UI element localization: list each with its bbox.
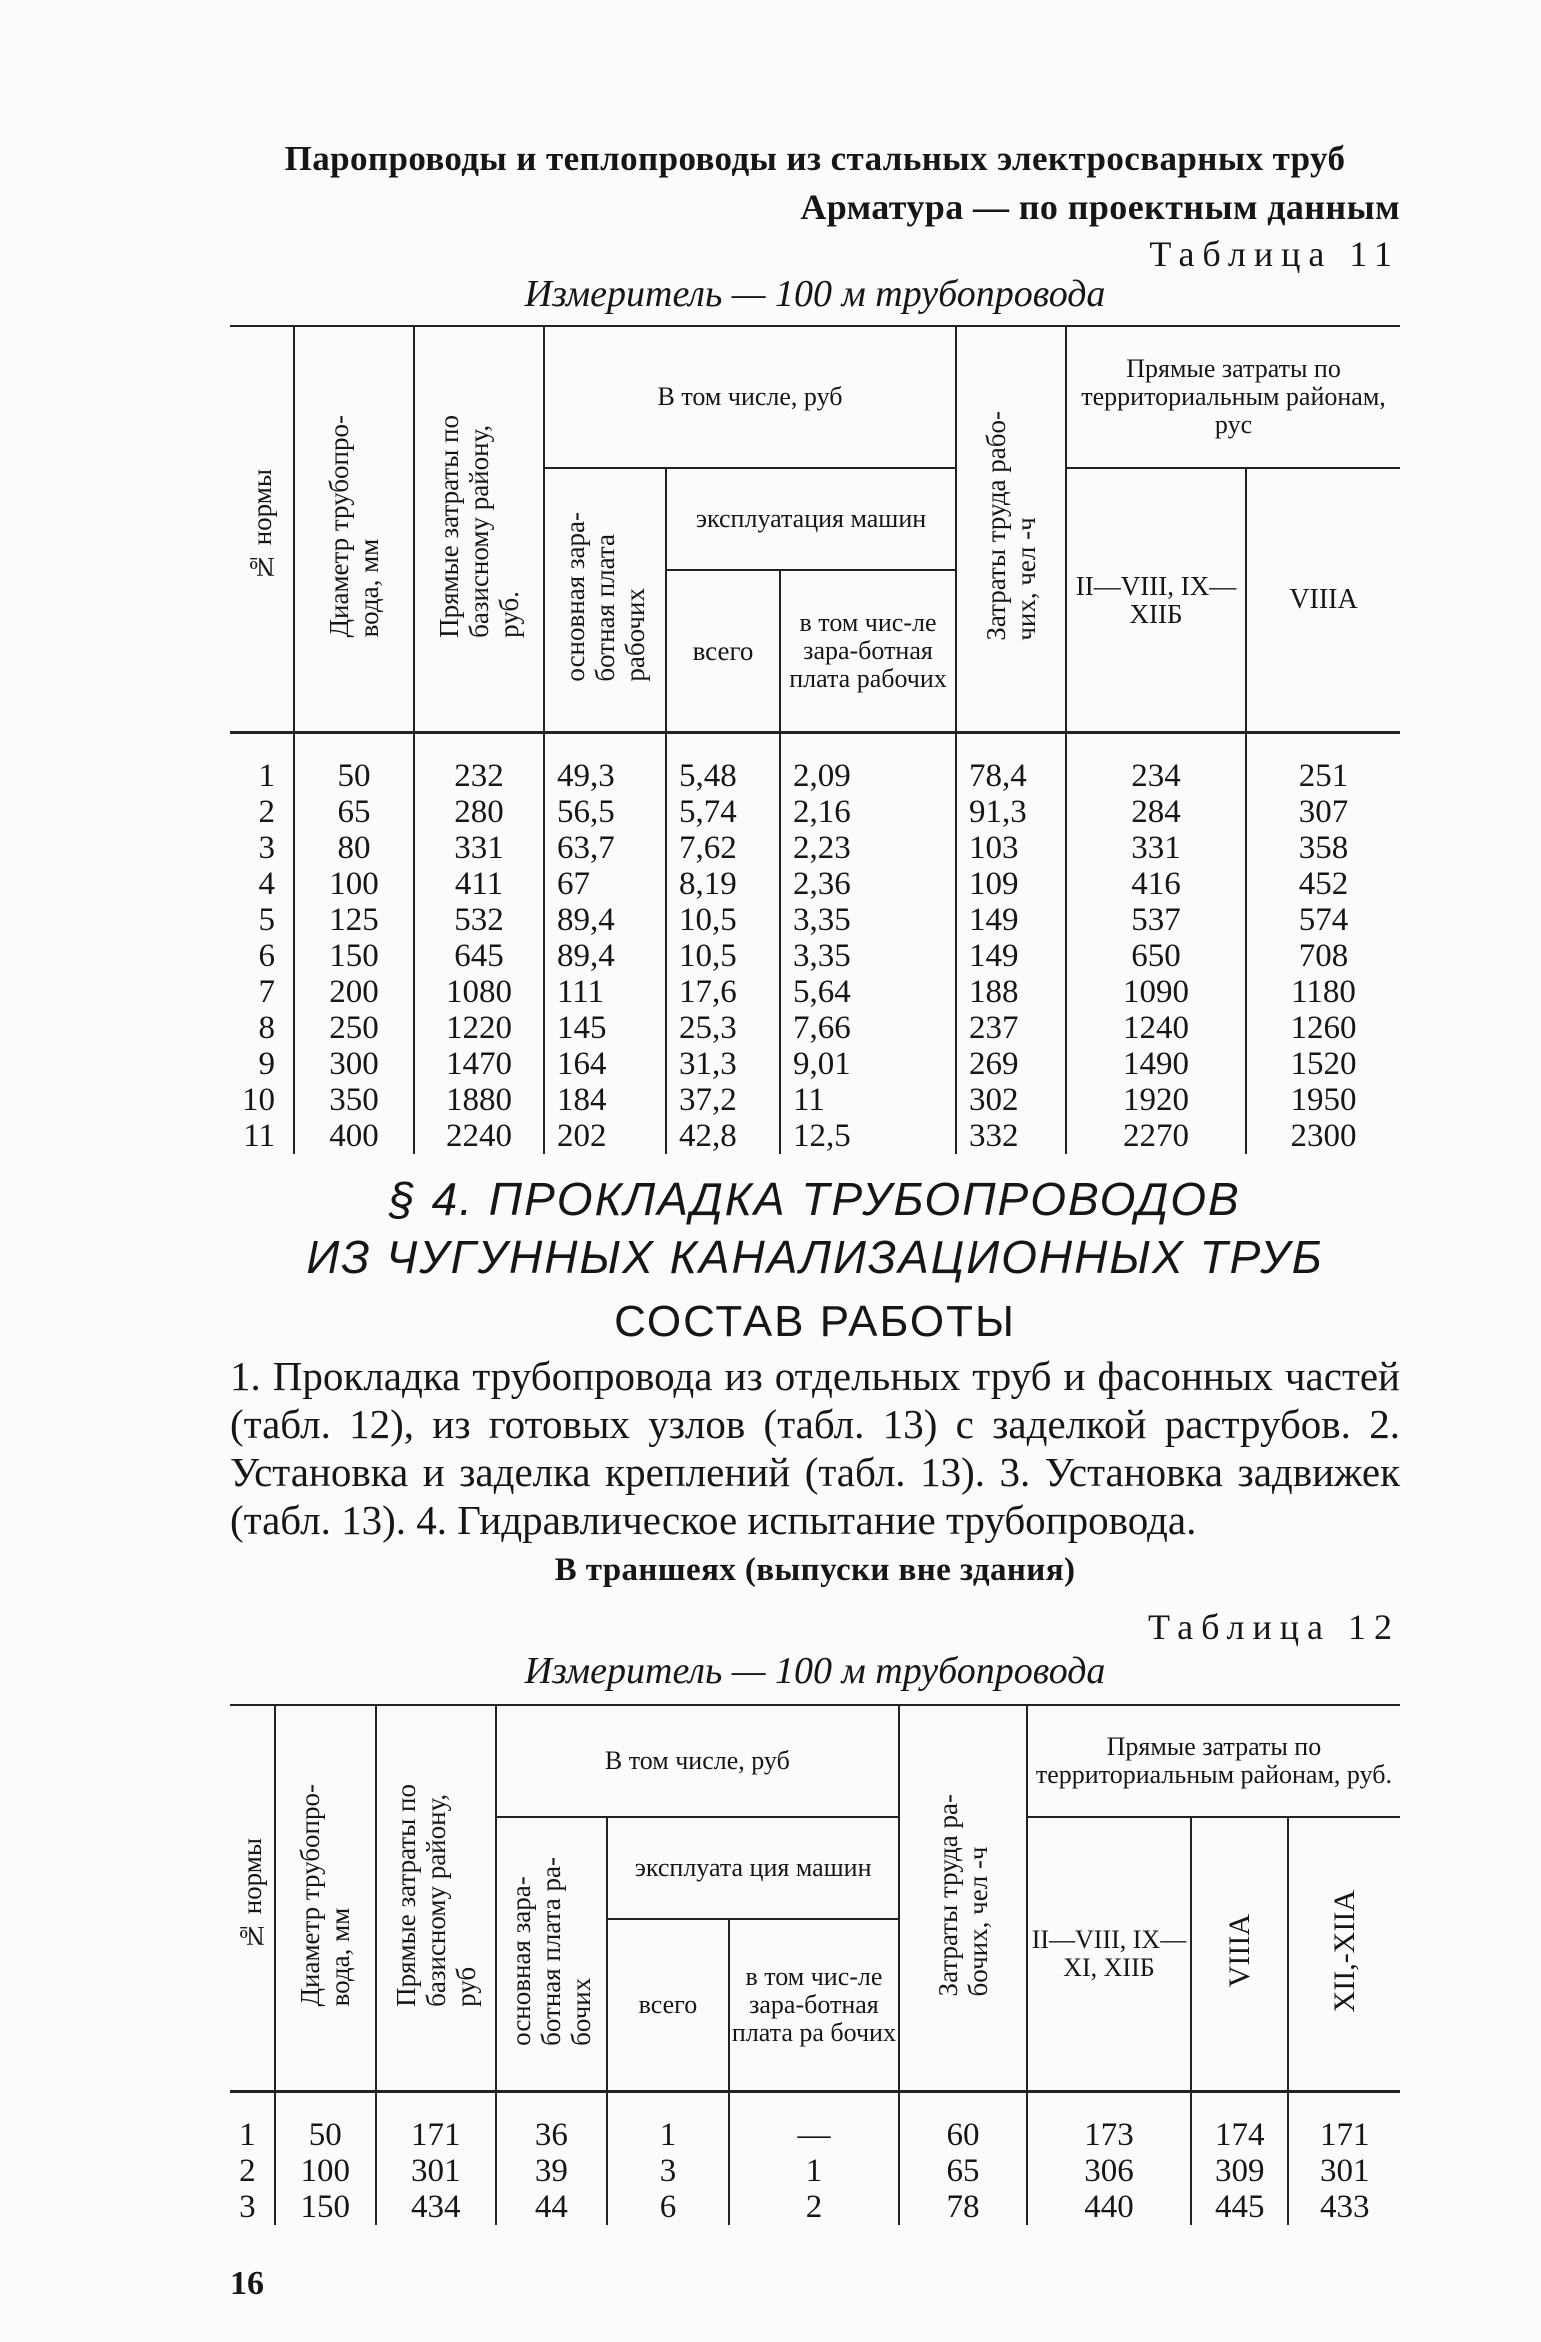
table11-cell: 9,01 bbox=[780, 1046, 956, 1082]
table11-cell: 1950 bbox=[1246, 1082, 1400, 1118]
header-wage: основная зара- ботная плата рабочих bbox=[544, 468, 666, 733]
document-page bbox=[230, 135, 1400, 2303]
table11-cell: 411 bbox=[414, 866, 544, 902]
header-diameter: Диаметр трубопро- вода, мм bbox=[294, 326, 414, 733]
table11-cell: 1240 bbox=[1066, 1010, 1246, 1046]
table11-cell: 645 bbox=[414, 938, 544, 974]
table12-cell: 301 bbox=[376, 2153, 496, 2189]
table11-cell: 331 bbox=[414, 830, 544, 866]
table12-cell: 3 bbox=[607, 2153, 729, 2189]
table11-cell: 6 bbox=[258, 938, 275, 974]
table11-row bbox=[230, 794, 1400, 830]
table11-cell: 5 bbox=[258, 902, 275, 938]
table12-cell: 2 bbox=[239, 2153, 256, 2189]
table11-cell: 202 bbox=[544, 1118, 666, 1154]
table12 bbox=[230, 1704, 1400, 2225]
table11-cell: 708 bbox=[1246, 938, 1400, 974]
table12-cell: 171 bbox=[376, 2092, 496, 2154]
table11-row bbox=[230, 866, 1400, 902]
header-labor: Затраты труда рабо- чих, чел -ч bbox=[956, 326, 1066, 733]
table11-cell: 11 bbox=[780, 1082, 956, 1118]
table11-cell: 1220 bbox=[414, 1010, 544, 1046]
table12-measure: Измеритель — 100 м трубопровода bbox=[524, 1650, 1106, 1692]
table11-cell: 5,74 bbox=[666, 794, 780, 830]
table12-cell: 3 bbox=[239, 2189, 256, 2225]
table11-cell: 78,4 bbox=[956, 733, 1066, 795]
table12-cell: 173 bbox=[1027, 2092, 1191, 2154]
header-region-1: II—VIII, IX—XIIБ bbox=[1066, 468, 1246, 733]
table12-cell: 306 bbox=[1027, 2153, 1191, 2189]
table12-subheading: В траншеях (выпуски вне здания) bbox=[554, 1552, 1076, 1588]
table11-cell: 1470 bbox=[414, 1046, 544, 1082]
table11-body bbox=[230, 733, 1400, 1155]
work-composition-heading: СОСТАВ РАБОТЫ bbox=[614, 1297, 1016, 1346]
table11-cell: 11 bbox=[243, 1118, 275, 1154]
table11-cell: 164 bbox=[544, 1046, 666, 1082]
table11-cell: 89,4 bbox=[544, 938, 666, 974]
table11-cell: 4 bbox=[258, 866, 275, 902]
table11-cell: 125 bbox=[294, 902, 414, 938]
table11-fittings-note: Арматура — по проектным данным bbox=[800, 187, 1400, 227]
table11-cell: 37,2 bbox=[666, 1082, 780, 1118]
table11-cell: 149 bbox=[956, 902, 1066, 938]
table11-row bbox=[230, 830, 1400, 866]
t12-header-region-3: XII,-XIIA bbox=[1288, 1817, 1400, 2092]
t12-header-wage: основная зара- ботная плата ра- бочих bbox=[496, 1817, 608, 2092]
table11-cell: 25,3 bbox=[666, 1010, 780, 1046]
table12-cell: 1 bbox=[230, 2092, 275, 2154]
table12-cell: — bbox=[729, 2092, 899, 2154]
table12-cell: 6 bbox=[607, 2189, 729, 2225]
table11-cell: 200 bbox=[294, 974, 414, 1010]
table11-cell: 2,23 bbox=[780, 830, 956, 866]
table11-cell: 12,5 bbox=[780, 1118, 956, 1154]
t12-header-region-1: II—VIII, IX—XI, XIIБ bbox=[1027, 1817, 1191, 2092]
table11-cell: 2270 bbox=[1066, 1118, 1246, 1154]
table11-row bbox=[230, 974, 1400, 1010]
table12-cell: 150 bbox=[275, 2189, 376, 2225]
table11-cell: 145 bbox=[544, 1010, 666, 1046]
table11-cell: 350 bbox=[294, 1082, 414, 1118]
table11-cell: 103 bbox=[956, 830, 1066, 866]
table12-body bbox=[230, 2092, 1400, 2226]
table12-label: Таблица 12 bbox=[1148, 1607, 1400, 1647]
table11-cell: 2,16 bbox=[780, 794, 956, 830]
table11-cell: 307 bbox=[1246, 794, 1400, 830]
table12-cell: 100 bbox=[275, 2153, 376, 2189]
table12-cell: 1 bbox=[729, 2153, 899, 2189]
table11-cell: 1920 bbox=[1066, 1082, 1246, 1118]
table11-cell: 302 bbox=[956, 1082, 1066, 1118]
header-machines-total: всего bbox=[666, 570, 780, 733]
table11-cell: 1180 bbox=[1246, 974, 1400, 1010]
t12-header-diameter: Диаметр трубопро- вода, мм bbox=[275, 1705, 376, 2092]
header-machines: эксплуатация машин bbox=[666, 468, 956, 570]
table11-cell: 49,3 bbox=[544, 733, 666, 795]
table11-cell: 2240 bbox=[414, 1118, 544, 1154]
table11-cell: 3,35 bbox=[780, 902, 956, 938]
table11-cell: 2 bbox=[258, 794, 275, 830]
table12-cell: 171 bbox=[1288, 2092, 1400, 2154]
table11-row bbox=[230, 1010, 1400, 1046]
table11-cell: 237 bbox=[956, 1010, 1066, 1046]
table11-cell: 31,3 bbox=[666, 1046, 780, 1082]
table11-cell: 358 bbox=[1246, 830, 1400, 866]
t12-header-machines: эксплуата ция машин bbox=[607, 1817, 899, 1919]
table11-cell: 91,3 bbox=[956, 794, 1066, 830]
table11-cell: 280 bbox=[414, 794, 544, 830]
table11-cell: 149 bbox=[956, 938, 1066, 974]
table11-row bbox=[230, 1046, 1400, 1082]
table11-cell: 331 bbox=[1066, 830, 1246, 866]
table11-row bbox=[230, 733, 1400, 795]
table11-cell: 50 bbox=[294, 733, 414, 795]
table11-cell: 574 bbox=[1246, 902, 1400, 938]
table12-cell: 65 bbox=[899, 2153, 1027, 2189]
t12-header-labor: Затраты труда ра- бочих, чел -ч bbox=[899, 1705, 1027, 2092]
table12-cell: 174 bbox=[1191, 2092, 1288, 2154]
header-region-2: VIIIA bbox=[1246, 468, 1400, 733]
table11-cell: 8,19 bbox=[666, 866, 780, 902]
table12-row bbox=[230, 2153, 1400, 2189]
table11-cell: 532 bbox=[414, 902, 544, 938]
t12-header-machines-total: всего bbox=[607, 1919, 729, 2092]
table11-cell: 1090 bbox=[1066, 974, 1246, 1010]
header-machines-wage: в том чис-ле зара-ботная плата рабочих bbox=[780, 570, 956, 733]
table11-label: Таблица 11 bbox=[1149, 234, 1400, 274]
table11-cell: 537 bbox=[1066, 902, 1246, 938]
table12-cell: 50 bbox=[275, 2092, 376, 2154]
header-norm-no: № нормы bbox=[246, 469, 277, 583]
table11 bbox=[230, 325, 1400, 1154]
table11-cell: 109 bbox=[956, 866, 1066, 902]
table11-cell: 416 bbox=[1066, 866, 1246, 902]
table11-cell: 5,48 bbox=[666, 733, 780, 795]
table11-cell: 400 bbox=[294, 1118, 414, 1154]
table11-cell: 42,8 bbox=[666, 1118, 780, 1154]
table11-cell: 10 bbox=[242, 1082, 275, 1118]
table12-cell: 39 bbox=[496, 2153, 608, 2189]
table11-cell: 650 bbox=[1066, 938, 1246, 974]
table11-title: Паропроводы и теплопроводы из стальных электросварных труб bbox=[284, 139, 1346, 178]
t12-header-incl: В том числе, руб bbox=[496, 1705, 900, 1817]
table11-cell: 67 bbox=[544, 866, 666, 902]
table11-cell: 80 bbox=[294, 830, 414, 866]
page-number: 16 bbox=[230, 2265, 264, 2302]
table11-cell: 2,36 bbox=[780, 866, 956, 902]
table11-cell: 111 bbox=[544, 974, 666, 1010]
table12-row bbox=[230, 2189, 1400, 2225]
table11-cell: 1260 bbox=[1246, 1010, 1400, 1046]
table11-cell: 10,5 bbox=[666, 938, 780, 974]
table12-row bbox=[230, 2092, 1400, 2154]
section-title-line1: § 4. ПРОКЛАДКА ТРУБОПРОВОДОВ bbox=[389, 1173, 1241, 1225]
table12-cell: 1 bbox=[607, 2092, 729, 2154]
table12-cell: 309 bbox=[1191, 2153, 1288, 2189]
table12-cell: 433 bbox=[1288, 2189, 1400, 2225]
table12-cell: 60 bbox=[899, 2092, 1027, 2154]
table12-cell: 440 bbox=[1027, 2189, 1191, 2225]
table11-row bbox=[230, 938, 1400, 974]
t12-header-direct-terr: Прямые затраты по территориальным районам, руб. bbox=[1027, 1705, 1400, 1817]
table11-cell: 188 bbox=[956, 974, 1066, 1010]
table11-row bbox=[230, 902, 1400, 938]
table11-cell: 100 bbox=[294, 866, 414, 902]
table11-cell: 284 bbox=[1066, 794, 1246, 830]
table12-cell: 2 bbox=[729, 2189, 899, 2225]
table11-cell: 1 bbox=[230, 733, 294, 795]
table11-cell: 89,4 bbox=[544, 902, 666, 938]
table11-row bbox=[230, 1082, 1400, 1118]
table11-cell: 8 bbox=[258, 1010, 275, 1046]
table11-cell: 2,09 bbox=[780, 733, 956, 795]
header-direct-base: Прямые затраты по базисному району, руб. bbox=[414, 326, 544, 733]
table12-cell: 434 bbox=[376, 2189, 496, 2225]
table11-cell: 300 bbox=[294, 1046, 414, 1082]
table11-cell: 250 bbox=[294, 1010, 414, 1046]
table11-cell: 10,5 bbox=[666, 902, 780, 938]
table11-cell: 332 bbox=[956, 1118, 1066, 1154]
table11-cell: 150 bbox=[294, 938, 414, 974]
table11-cell: 7,62 bbox=[666, 830, 780, 866]
table11-cell: 452 bbox=[1246, 866, 1400, 902]
table11-row bbox=[230, 1118, 1400, 1154]
header-direct-terr: Прямые затраты по территориальным районам, рус bbox=[1066, 326, 1400, 468]
table12-cell: 78 bbox=[899, 2189, 1027, 2225]
table12-cell: 445 bbox=[1191, 2189, 1288, 2225]
table12-cell: 36 bbox=[496, 2092, 608, 2154]
table11-cell: 9 bbox=[258, 1046, 275, 1082]
t12-header-region-2: VIIIA bbox=[1191, 1817, 1288, 2092]
t12-header-direct-base: Прямые затраты по базисному району, руб bbox=[376, 1705, 496, 2092]
table11-cell: 7 bbox=[258, 974, 275, 1010]
t12-header-norm-no: № нормы bbox=[236, 1838, 267, 1952]
table12-cell: 44 bbox=[496, 2189, 608, 2225]
table11-cell: 232 bbox=[414, 733, 544, 795]
table11-cell: 56,5 bbox=[544, 794, 666, 830]
table11-cell: 1520 bbox=[1246, 1046, 1400, 1082]
table11-cell: 1880 bbox=[414, 1082, 544, 1118]
header-incl: В том числе, руб bbox=[544, 326, 956, 468]
table11-measure: Измеритель — 100 м трубопровода bbox=[524, 273, 1106, 315]
table11-cell: 1080 bbox=[414, 974, 544, 1010]
table11-cell: 65 bbox=[294, 794, 414, 830]
t12-header-machines-wage: в том чис-ле зара-ботная плата ра бочих bbox=[729, 1919, 899, 2092]
table11-cell: 1490 bbox=[1066, 1046, 1246, 1082]
table11-cell: 251 bbox=[1246, 733, 1400, 795]
table11-cell: 2300 bbox=[1246, 1118, 1400, 1154]
table11-cell: 269 bbox=[956, 1046, 1066, 1082]
table11-cell: 63,7 bbox=[544, 830, 666, 866]
table11-cell: 184 bbox=[544, 1082, 666, 1118]
section-title-line2: ИЗ ЧУГУННЫХ КАНАЛИЗАЦИОННЫХ ТРУБ bbox=[306, 1231, 1324, 1283]
table11-cell: 5,64 bbox=[780, 974, 956, 1010]
table12-cell: 301 bbox=[1288, 2153, 1400, 2189]
table11-cell: 7,66 bbox=[780, 1010, 956, 1046]
table11-cell: 3,35 bbox=[780, 938, 956, 974]
work-composition-text: 1. Прокладка трубопровода из отдельных труб и фасонных частей (табл. 12), из готовых узлов (табл. 13) с заделкой раструбов. 2. Установка и заделка креплений (табл. 13). 3. Установка задвижек (табл. 13). 4. Гидравлическое испытание трубопровода. bbox=[230, 1353, 1400, 1543]
table11-cell: 234 bbox=[1066, 733, 1246, 795]
table11-cell: 17,6 bbox=[666, 974, 780, 1010]
table11-cell: 3 bbox=[258, 830, 275, 866]
